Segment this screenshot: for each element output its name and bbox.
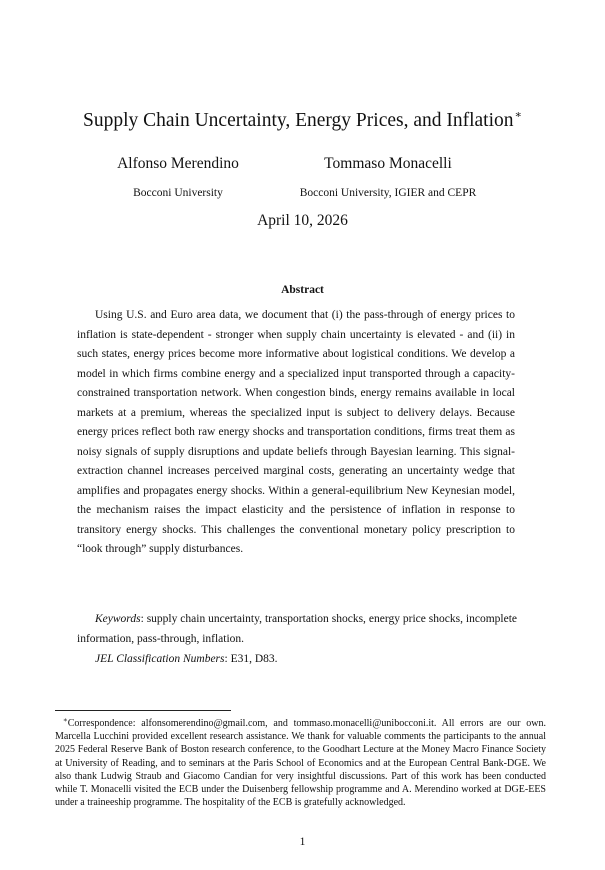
paper-title (0, 102, 605, 134)
keywords-line (77, 610, 517, 649)
jel-line (95, 650, 278, 670)
author-affiliation: Bocconi University (133, 187, 223, 199)
author-affiliation: Bocconi University, IGIER and CEPR (299, 187, 477, 199)
abstract-text: Using U.S. and Euro area data, we document that (i) the pass-through of energy prices to inflation is state-dependent - stronger when supply chain uncertainty is elevated - and (ii) in such states, energy prices become more informative about logistical conditions. We develop a model in which firms combine energy and a specialized input transported through a capacity-constrained transportation network. When congestion binds, energy remains available in local markets at a premium, whereas the specialized input is subject to delivery delays. Because energy prices reflect both raw energy shocks and transportation conditions, firms treat them as noisy signals of supply disruptions and update beliefs through Bayesian learning. This signal-extraction channel increases perceived marginal costs, generating an uncertainty wedge that amplifies and propagates energy shocks. Within a general-equilibrium New Keynesian model, the mechanism raises the impact elasticity and the persistence of inflation in response to transitory energy shocks. This challenges the conventional monetary policy prescription to “look through” supply disturbances. (77, 309, 515, 555)
author-block-2 (268, 154, 508, 201)
jel-text: : E31, D83. (224, 653, 278, 665)
page-number: 1 (299, 836, 306, 848)
abstract-heading: Abstract (281, 284, 324, 296)
keywords-label: Keywords (95, 613, 141, 625)
author-name: Alfonso Merendino (117, 155, 239, 172)
footnote-divider (55, 710, 231, 711)
author-block-1 (108, 154, 248, 201)
keywords-text: : supply chain uncertainty, transportation shocks, energy price shocks, incomplete information, pass-through, inflation. (77, 613, 517, 645)
footnote-mark: ∗ (63, 716, 68, 724)
author-name: Tommaso Monacelli (324, 155, 452, 172)
title-footnote-mark: ∗ (514, 109, 523, 121)
footnote-text: Correspondence: alfonsomerendino@gmail.com, and tommaso.monacelli@unibocconi.it. All errors are our own. Marcella Lucchini provided excellent research assistance. We thank for valuable comments the participants to the annual 2025 Federal Reserve Bank of Boston research conference, to the Goodhart Lecture at the Money Macro Finance Society at University of Reading, and to seminars at the Paris School of Economics and at the European Central Bank-DGE. We also thank Ludwig Straub and Giacomo Candian for very insightful discussions. Part of this work has been conducted while T. Monacelli visited the ECB under the Duisenberg fellowship programme and A. Merendino worked at DGE-EES under a traineeship programme. The hospitality of the ECB is gratefully acknowledged. (55, 718, 546, 809)
jel-label: JEL Classification Numbers (95, 653, 225, 665)
paper-title-text: Supply Chain Uncertainty, Energy Prices, and Inflation (82, 110, 514, 131)
paper-date: April 10, 2026 (257, 212, 348, 229)
footnote (55, 714, 546, 809)
